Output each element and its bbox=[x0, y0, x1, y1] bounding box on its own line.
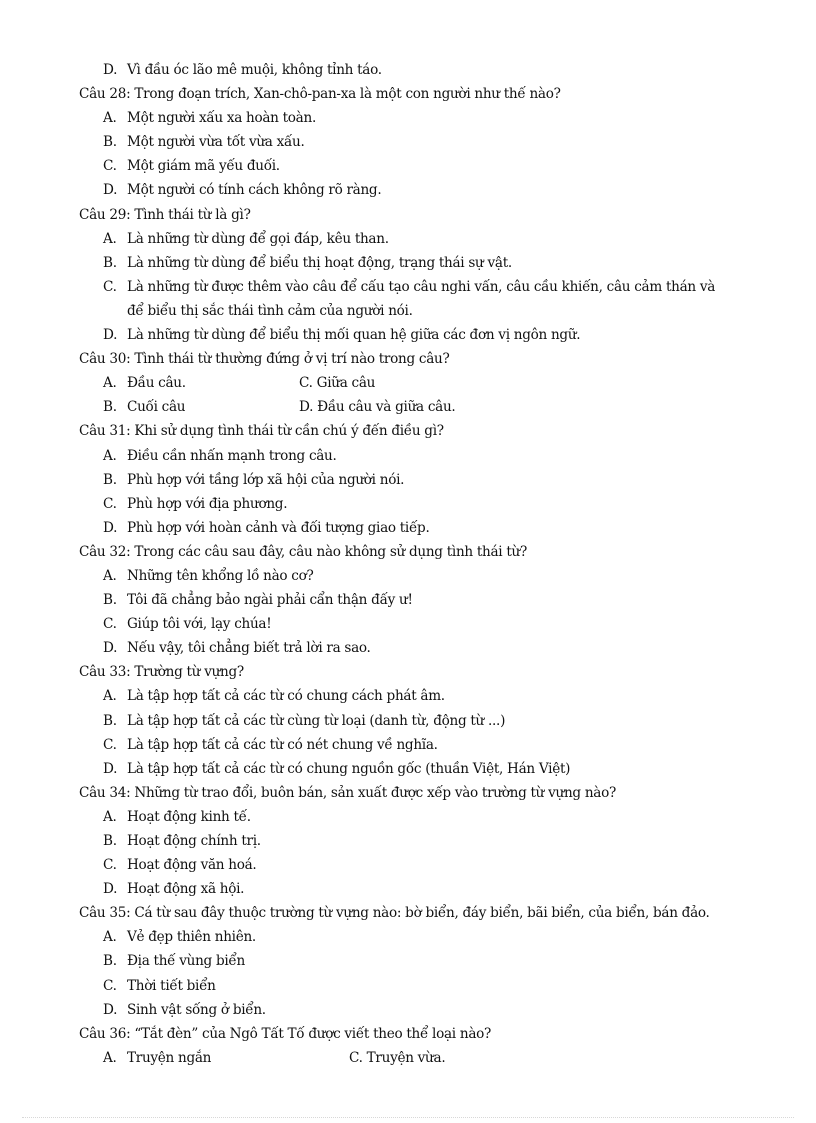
answer-option bbox=[79, 106, 749, 130]
option-text: Là tập hợp tất cả các từ có nét chung về nghĩa. bbox=[127, 736, 438, 753]
option-text: Truyện ngắn bbox=[127, 1049, 212, 1066]
answer-option bbox=[79, 733, 749, 757]
option-label: A. bbox=[103, 688, 117, 705]
question-text: Câu 29: Tình thái từ là gì? bbox=[79, 206, 251, 223]
answer-option bbox=[79, 636, 749, 660]
answer-option-row bbox=[79, 395, 749, 419]
option-text: Một người vừa tốt vừa xấu. bbox=[127, 134, 305, 151]
option-label: A. bbox=[103, 375, 117, 392]
option-label: A. bbox=[103, 808, 117, 825]
option-label: A. bbox=[103, 929, 117, 946]
answer-option bbox=[79, 998, 749, 1022]
question-text: Câu 30: Tình thái từ thường đứng ở vị trí nào trong câu? bbox=[79, 351, 450, 368]
answer-option bbox=[79, 275, 749, 299]
answer-option bbox=[79, 468, 749, 492]
option-text: Là những từ dùng để biểu thị mối quan hệ giữa các đơn vị ngôn ngữ. bbox=[127, 327, 581, 344]
option-text: Đầu câu. bbox=[127, 375, 186, 392]
option-label: B. bbox=[103, 399, 117, 416]
option-text: Một giám mã yếu đuối. bbox=[127, 158, 280, 175]
option-label: B. bbox=[103, 134, 117, 151]
option-text: Hoạt động văn hoá. bbox=[127, 857, 257, 874]
page-bottom-divider bbox=[22, 1117, 794, 1118]
answer-option bbox=[103, 395, 299, 419]
question-text: Câu 34: Những từ trao đổi, buôn bán, sản xuất được xếp vào trường từ vựng nào? bbox=[79, 784, 616, 801]
option-label: B. bbox=[103, 471, 117, 488]
option-text: Là tập hợp tất cả các từ có chung cách phát âm. bbox=[127, 688, 445, 705]
option-label: D. bbox=[103, 62, 118, 78]
option-label: C. bbox=[103, 857, 117, 874]
option-label: A. bbox=[103, 567, 117, 584]
question-text: Câu 31: Khi sử dụng tình thái từ cần chú ý đến điều gì? bbox=[79, 423, 444, 440]
option-label: B. bbox=[103, 833, 117, 849]
option-label: D. bbox=[103, 760, 118, 777]
answer-option bbox=[79, 178, 749, 202]
option-label: D. bbox=[103, 881, 118, 898]
answer-option bbox=[79, 251, 749, 275]
option-label: C. bbox=[103, 977, 117, 994]
answer-option bbox=[79, 58, 749, 82]
answer-option-row bbox=[79, 371, 749, 395]
answer-option bbox=[79, 805, 749, 829]
option-label: A. bbox=[103, 447, 117, 464]
option-label: B. bbox=[103, 254, 117, 271]
answer-option bbox=[79, 974, 749, 998]
option-text: Cuối câu bbox=[127, 399, 186, 416]
answer-option bbox=[79, 709, 749, 733]
question-text: Câu 32: Trong các câu sau đây, câu nào không sử dụng tình thái từ? bbox=[79, 543, 527, 560]
option-label: D. bbox=[103, 327, 118, 344]
answer-option-row bbox=[79, 1046, 749, 1070]
option-text: Giúp tôi với, lạy chúa! bbox=[127, 616, 272, 633]
answer-option bbox=[79, 684, 749, 708]
option-text: Tôi đã chẳng bảo ngài phải cẩn thận đấy ư! bbox=[127, 592, 413, 609]
answer-option bbox=[79, 612, 749, 636]
option-text: Vẻ đẹp thiên nhiên. bbox=[127, 929, 256, 946]
option-text: Một người có tính cách không rõ ràng. bbox=[127, 182, 382, 199]
option-label: C. bbox=[103, 278, 117, 295]
option-label: D. bbox=[103, 182, 118, 199]
answer-option bbox=[79, 323, 749, 347]
option-text: Điều cần nhấn mạnh trong câu. bbox=[127, 447, 337, 464]
option-label: D. bbox=[103, 1001, 118, 1018]
option-label: D. bbox=[103, 519, 118, 536]
answer-option bbox=[79, 516, 749, 540]
answer-option bbox=[103, 371, 299, 395]
option-text: Vì đầu óc lão mê muội, không tỉnh táo. bbox=[127, 62, 382, 78]
option-text: Phù hợp với tầng lớp xã hội của người nói. bbox=[127, 471, 405, 488]
option-text: Hoạt động chính trị. bbox=[127, 833, 261, 849]
question-text: Câu 33: Trường từ vựng? bbox=[79, 664, 244, 681]
option-text: Là những từ dùng để gọi đáp, kêu than. bbox=[127, 230, 389, 247]
option-label: C. bbox=[103, 495, 117, 512]
option-label: C. bbox=[103, 616, 117, 633]
option-label: A. bbox=[103, 230, 117, 247]
question-text: Câu 28: Trong đoạn trích, Xan-chô-pan-xa là một con người như thế nào? bbox=[79, 86, 561, 103]
option-text: Nếu vậy, tôi chẳng biết trả lời ra sao. bbox=[127, 640, 371, 657]
option-text-continuation: để biểu thị sắc thái tình cảm của người nói. bbox=[127, 302, 413, 319]
answer-option bbox=[79, 877, 749, 901]
answer-option bbox=[79, 853, 749, 877]
answer-option bbox=[79, 564, 749, 588]
option-text: Sinh vật sống ở biển. bbox=[127, 1001, 266, 1018]
option-label: B. bbox=[103, 712, 117, 729]
option-text: Thời tiết biển bbox=[127, 977, 216, 994]
answer-option bbox=[79, 227, 749, 251]
option-label: A. bbox=[103, 1049, 117, 1066]
option-text: Là những từ được thêm vào câu để cấu tạo câu nghi vấn, câu cầu khiến, câu cảm thán và bbox=[127, 278, 716, 295]
option-text: Những tên khổng lồ nào cơ? bbox=[127, 567, 314, 584]
option-text: Một người xấu xa hoàn toàn. bbox=[127, 110, 316, 127]
option-label: A. bbox=[103, 110, 117, 127]
option-label: D. bbox=[103, 640, 118, 657]
answer-option bbox=[103, 1046, 349, 1070]
option-text: Hoạt động kinh tế. bbox=[127, 808, 251, 825]
answer-option: C. Giữa câu bbox=[299, 375, 376, 392]
answer-option bbox=[79, 588, 749, 612]
answer-option bbox=[79, 829, 749, 853]
answer-option bbox=[79, 154, 749, 178]
option-text: Là những từ dùng để biểu thị hoạt động, trạng thái sự vật. bbox=[127, 254, 512, 271]
option-label: C. bbox=[103, 736, 117, 753]
answer-option bbox=[79, 130, 749, 154]
option-label: C. bbox=[103, 158, 117, 175]
answer-option bbox=[79, 949, 749, 973]
answer-option bbox=[79, 925, 749, 949]
option-text: Hoạt động xã hội. bbox=[127, 881, 245, 898]
question-text: Câu 36: “Tắt đèn” của Ngô Tất Tố được viết theo thể loại nào? bbox=[79, 1025, 491, 1042]
answer-option bbox=[79, 444, 749, 468]
option-text: Phù hợp với địa phương. bbox=[127, 495, 288, 512]
answer-option: C. Truyện vừa. bbox=[349, 1049, 446, 1066]
option-text: Địa thế vùng biển bbox=[127, 953, 245, 970]
question-text: Câu 35: Cá từ sau đây thuộc trường từ vựng nào: bờ biển, đáy biển, bãi biển, của biển, bán đảo. bbox=[79, 905, 710, 922]
quiz-content bbox=[79, 58, 749, 1070]
option-label: B. bbox=[103, 953, 117, 970]
option-text: Là tập hợp tất cả các từ cùng từ loại (danh từ, động từ ...) bbox=[127, 712, 506, 729]
answer-option bbox=[79, 757, 749, 781]
option-text: Là tập hợp tất cả các từ có chung nguồn gốc (thuần Việt, Hán Việt) bbox=[127, 760, 571, 777]
answer-option bbox=[79, 492, 749, 516]
answer-option: D. Đầu câu và giữa câu. bbox=[299, 399, 456, 416]
option-label: B. bbox=[103, 592, 117, 609]
option-text: Phù hợp với hoàn cảnh và đối tượng giao tiếp. bbox=[127, 519, 430, 536]
